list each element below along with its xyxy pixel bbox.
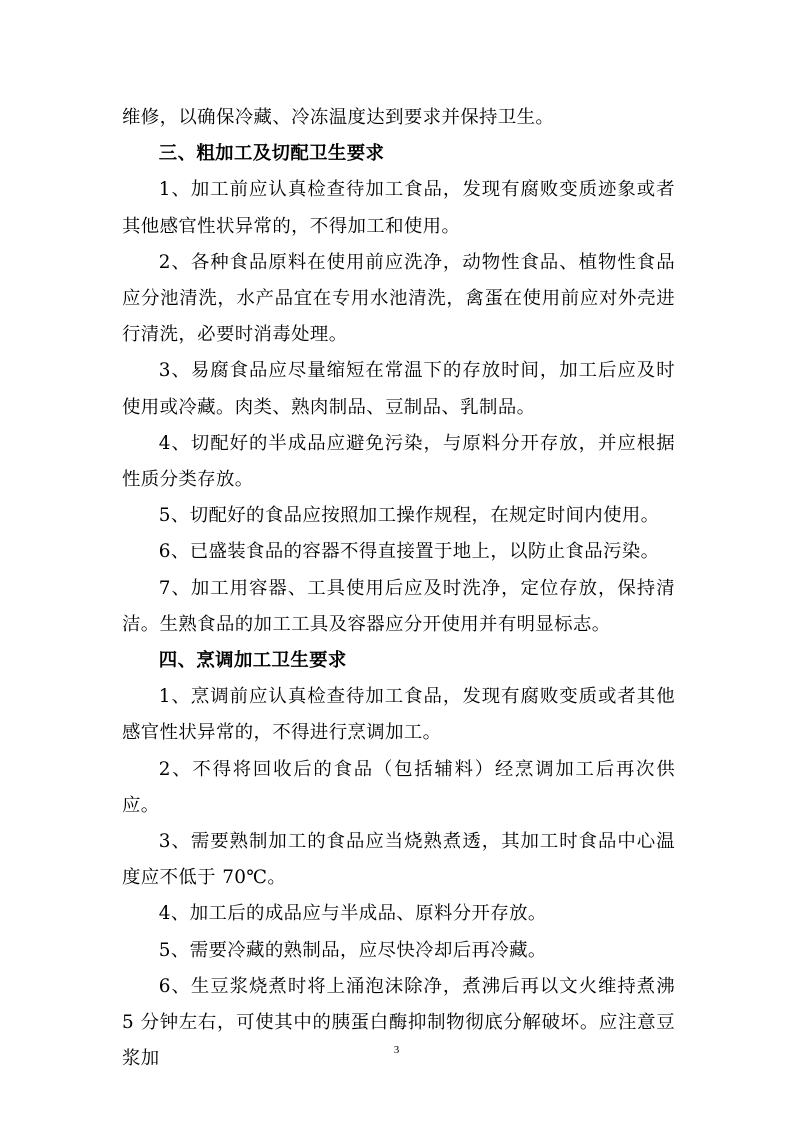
section4-item-1: 1、烹调前应认真检查待加工食品，发现有腐败变质或者其他感官性状异常的，不得进行烹调加工。 <box>122 686 675 744</box>
carryover-paragraph: 维修，以确保冷藏、冷冻温度达到要求并保持卫生。 <box>122 107 555 128</box>
section3-item-4: 4、切配好的半成品应避免污染，与原料分开存放，并应根据性质分类存放。 <box>122 432 675 491</box>
section-heading-4: 四、烹调加工卫生要求 <box>158 650 347 672</box>
section4-item-5: 5、需要冷藏的熟制品，应尽快冷却后再冷藏。 <box>158 939 547 961</box>
section3-item-7: 7、加工用容器、工具使用后应及时洗净，定位存放，保持清洁。生熟食品的加工工具及容器应分开使用并有明显标志。 <box>122 577 675 635</box>
section3-item-6: 6、已盛装食品的容器不得直接置于地上，以防止食品污染。 <box>158 541 660 563</box>
section4-item-2: 2、不得将回收后的食品（包括辅料）经烹调加工后再次供应。 <box>122 758 675 816</box>
section3-item-3: 3、易腐食品应尽量缩短在常温下的存放时间，加工后应及时使用或冷藏。肉类、熟肉制品、豆制品、乳制品。 <box>122 360 675 418</box>
document-body <box>122 100 675 1077</box>
page-number: 3 <box>393 1044 400 1056</box>
section-heading-3: 三、粗加工及切配卫生要求 <box>158 143 385 165</box>
section3-item-2: 2、各种食品原料在使用前应洗净，动物性食品、植物性食品应分池清洗，水产品宜在专用水池清洗，禽蛋在使用前应对外壳进行清洗，必要时消毒处理。 <box>122 251 675 346</box>
section4-item-3: 3、需要熟制加工的食品应当烧熟煮透，其加工时食品中心温度应不低于 70℃。 <box>122 831 675 889</box>
section3-item-5: 5、切配好的食品应按照加工操作规程，在规定时间内使用。 <box>158 505 660 527</box>
section4-item-6: 6、生豆浆烧煮时将上涌泡沫除净，煮沸后再以文火维持煮沸 5 分钟左右，可使其中的胰蛋白酶抑制物彻底分解破坏。应注意豆浆加 <box>122 975 675 1070</box>
section3-item-1: 1、加工前应认真检查待加工食品，发现有腐败变质迹象或者其他感官性状异常的，不得加工和使用。 <box>122 179 675 237</box>
section4-item-4: 4、加工后的成品应与半成品、原料分开存放。 <box>158 903 547 925</box>
